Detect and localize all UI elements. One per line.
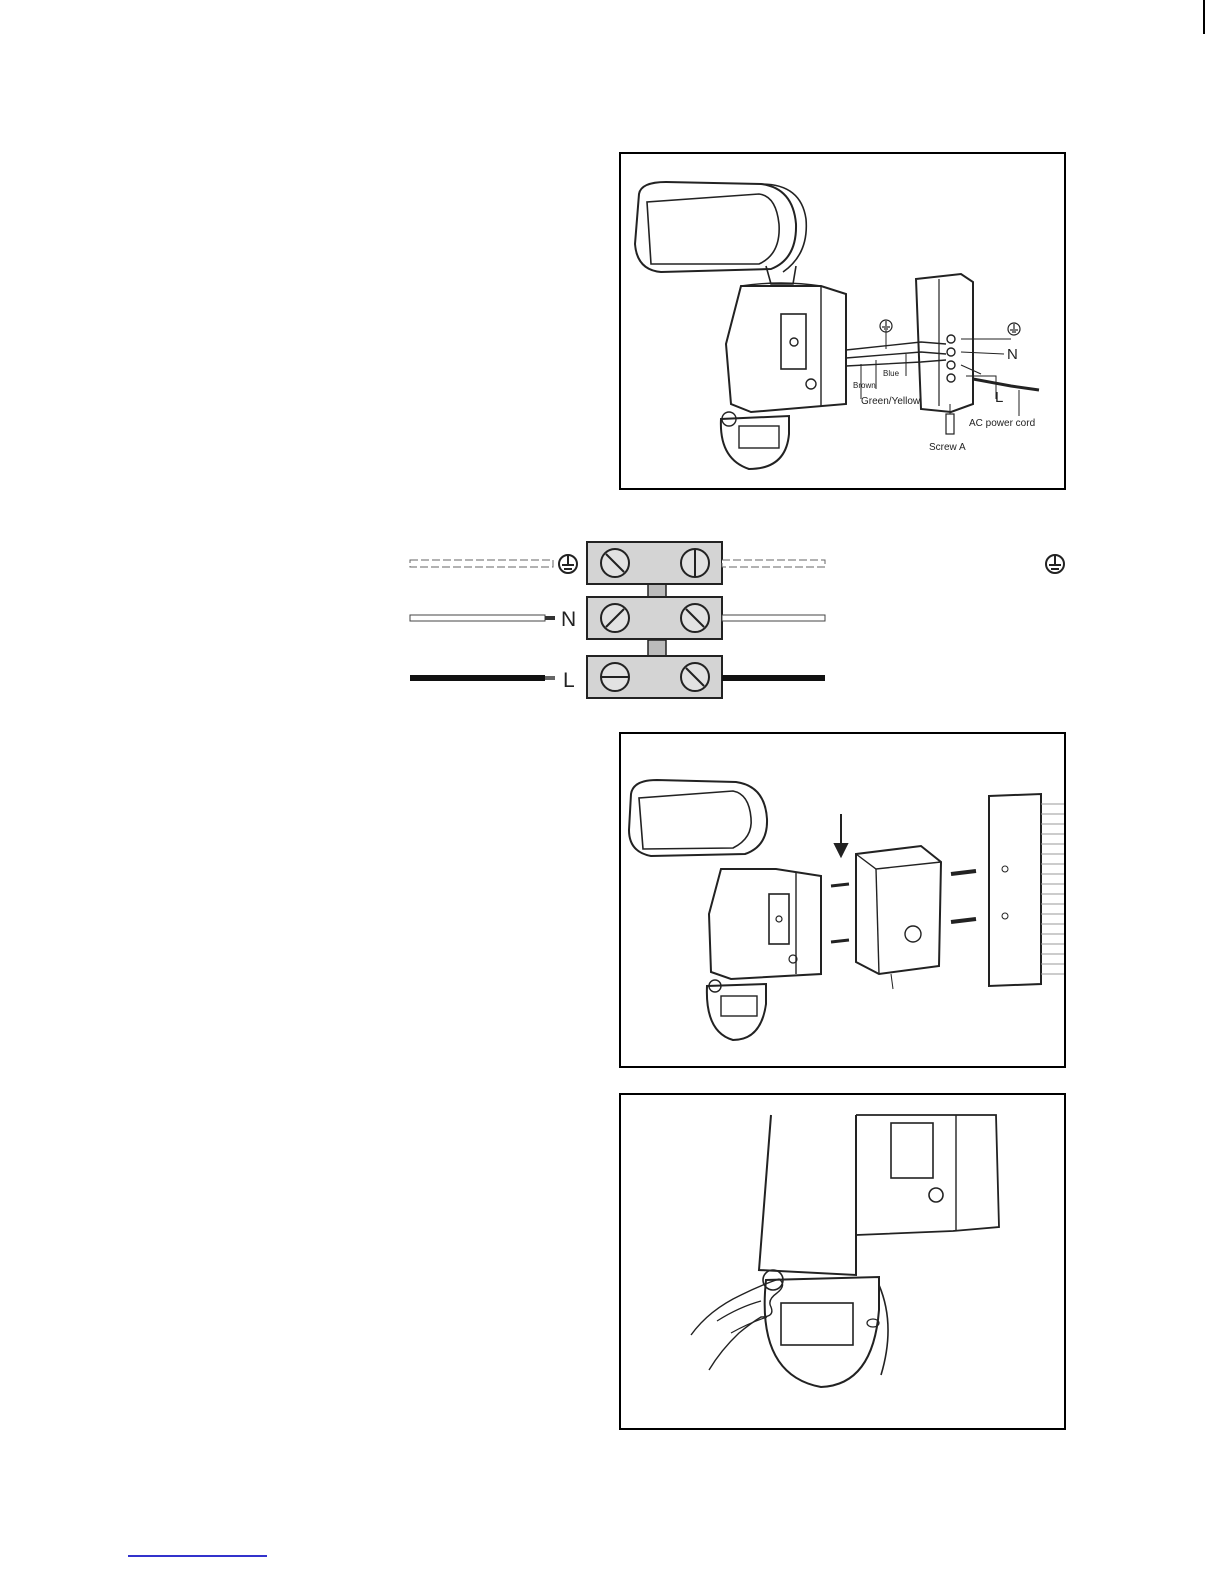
live-wire-right <box>722 675 825 681</box>
neutral-terminal-label: N <box>1007 346 1018 363</box>
junction-box <box>916 274 973 412</box>
neutral-wire-left <box>410 615 545 621</box>
motion-sensor <box>765 1277 879 1387</box>
live-label: L <box>563 669 575 692</box>
earth-wire-right <box>722 560 825 567</box>
sensor-adjustment-figure <box>619 1093 1066 1430</box>
hand-icon <box>691 1279 783 1370</box>
lamp-head <box>635 182 796 272</box>
brown-wire-label: Brown <box>853 381 876 390</box>
earth-symbol-icon <box>559 555 577 573</box>
wiring-figure <box>619 152 1066 490</box>
lamp-body <box>759 1115 856 1275</box>
earth-symbol-icon <box>880 320 1020 335</box>
earth-wire-label: Green/Yellow <box>861 396 921 407</box>
power-cord-label: AC power cord <box>969 418 1036 429</box>
terminal-block-diagram <box>405 535 1075 705</box>
earth-symbol-icon <box>1046 555 1064 573</box>
mounting-illustration <box>621 734 1064 1066</box>
screw-a-label: Screw A <box>929 442 966 453</box>
page-edge-line <box>1203 0 1205 34</box>
lamp-head <box>629 780 767 856</box>
mounting-figure <box>619 732 1066 1068</box>
wall <box>989 794 1041 986</box>
footer-link-underline[interactable] <box>128 1555 267 1557</box>
terminal-block-illustration <box>405 535 1075 705</box>
earth-wire-left <box>410 560 553 567</box>
wiring-illustration <box>621 154 1064 488</box>
power-cord <box>973 379 1039 390</box>
wall-texture <box>1041 804 1064 974</box>
neutral-wire-right <box>722 615 825 621</box>
lamp-body <box>726 286 846 412</box>
blue-wire <box>846 352 946 358</box>
junction-box <box>856 846 941 974</box>
earth-wire <box>846 342 946 350</box>
lamp-body <box>709 869 821 979</box>
live-terminal-label: L <box>995 389 1004 406</box>
sensor-adjustment-illustration <box>621 1095 1064 1428</box>
neutral-label: N <box>561 608 577 631</box>
live-wire-left <box>410 675 545 681</box>
blue-wire-label: Blue <box>883 369 900 378</box>
